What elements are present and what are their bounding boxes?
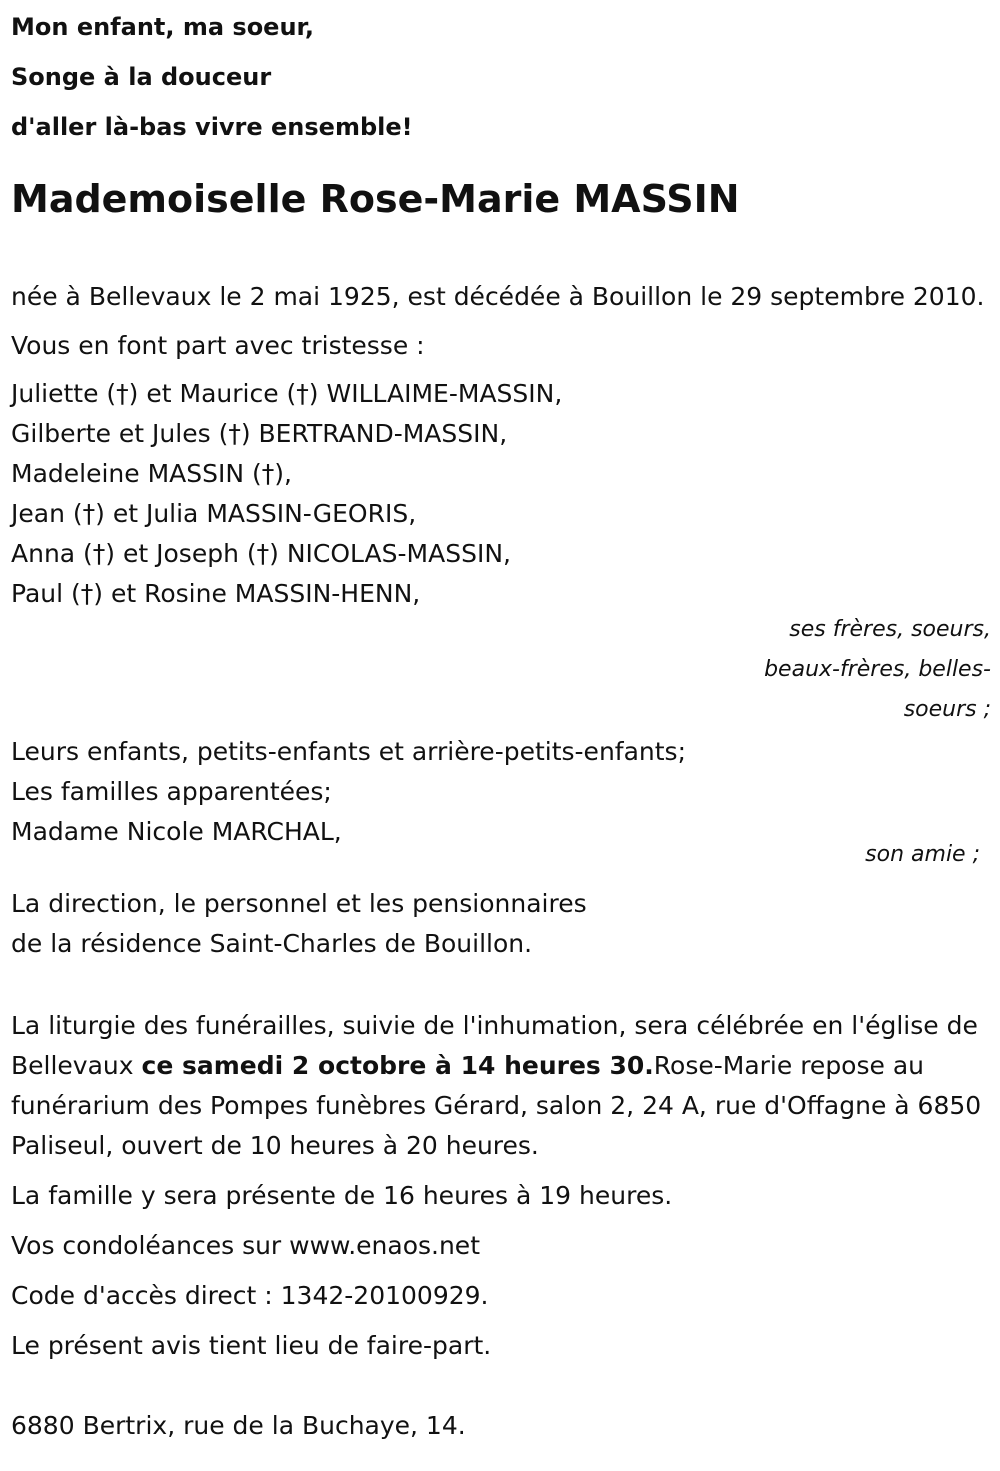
birth-death-text: née à Bellevaux le 2 mai 1925, est décédée à Bouillon le 29 septembre 2010. <box>11 282 985 311</box>
poem <box>11 0 991 152</box>
address-text: 6880 Bertrix, rue de la Buchaye, 14. <box>11 1411 466 1440</box>
list-item: Juliette (†) et Maurice (†) WILLAIME-MASSIN, <box>11 379 563 408</box>
list-item: Gilberte et Jules (†) BERTRAND-MASSIN, <box>11 419 508 448</box>
notice-text: Le présent avis tient lieu de faire-part. <box>11 1331 492 1360</box>
siblings-relation: ses frères, soeurs, beaux-frères, belles-soeurs ; <box>764 617 991 722</box>
list-item: Leurs enfants, petits-enfants et arrière-petits-enfants; <box>11 737 686 766</box>
obituary-notice <box>11 0 991 1446</box>
poem-line: d'aller là-bas vivre ensemble! <box>11 113 413 141</box>
institution-line: de la résidence Saint-Charles de Bouillon. <box>11 929 533 958</box>
deceased-name: Mademoiselle Rose-Marie MASSIN <box>11 177 740 221</box>
list-item: Anna (†) et Joseph (†) NICOLAS-MASSIN, <box>11 539 511 568</box>
list-item: Paul (†) et Rosine MASSIN-HENN, <box>11 579 421 608</box>
list-item: Madeleine MASSIN (†), <box>11 459 292 488</box>
institution-text <box>11 884 991 964</box>
poem-line: Songe à la douceur <box>11 63 272 91</box>
list-item: Jean (†) et Julia MASSIN-GEORIS, <box>11 499 417 528</box>
access-code-text: Code d'accès direct : 1342-20100929. <box>11 1281 489 1310</box>
poem-line: Mon enfant, ma soeur, <box>11 13 314 41</box>
friend-relation: son amie ; <box>865 842 980 867</box>
list-item: Madame Nicole MARCHAL, <box>11 817 342 846</box>
ceremony-date-time: ce samedi 2 octobre à 14 heures 30. <box>141 1051 654 1080</box>
siblings-list <box>11 374 991 614</box>
family-presence-text: La famille y sera présente de 16 heures à 19 heures. <box>11 1181 673 1210</box>
list-item: Les familles apparentées; <box>11 777 332 806</box>
ceremony-text <box>11 1006 991 1166</box>
relatives-list <box>11 732 991 852</box>
condolences-text: Vos condoléances sur www.enaos.net <box>11 1231 480 1260</box>
announcement-text: Vous en font part avec tristesse : <box>11 331 425 360</box>
ceremony-intro: La liturgie des funérailles, suivie de l'inhumation, sera célébrée en l'église de Bellevaux <box>11 1011 978 1080</box>
ceremony-rest: Rose-Marie repose au funérarium des Pompes funèbres Gérard, salon 2, 24 A, rue d'Offagne à 6850 Paliseul, ouvert de 10 heures à 20 heures. <box>11 1051 982 1160</box>
institution-line: La direction, le personnel et les pensionnaires <box>11 889 587 918</box>
